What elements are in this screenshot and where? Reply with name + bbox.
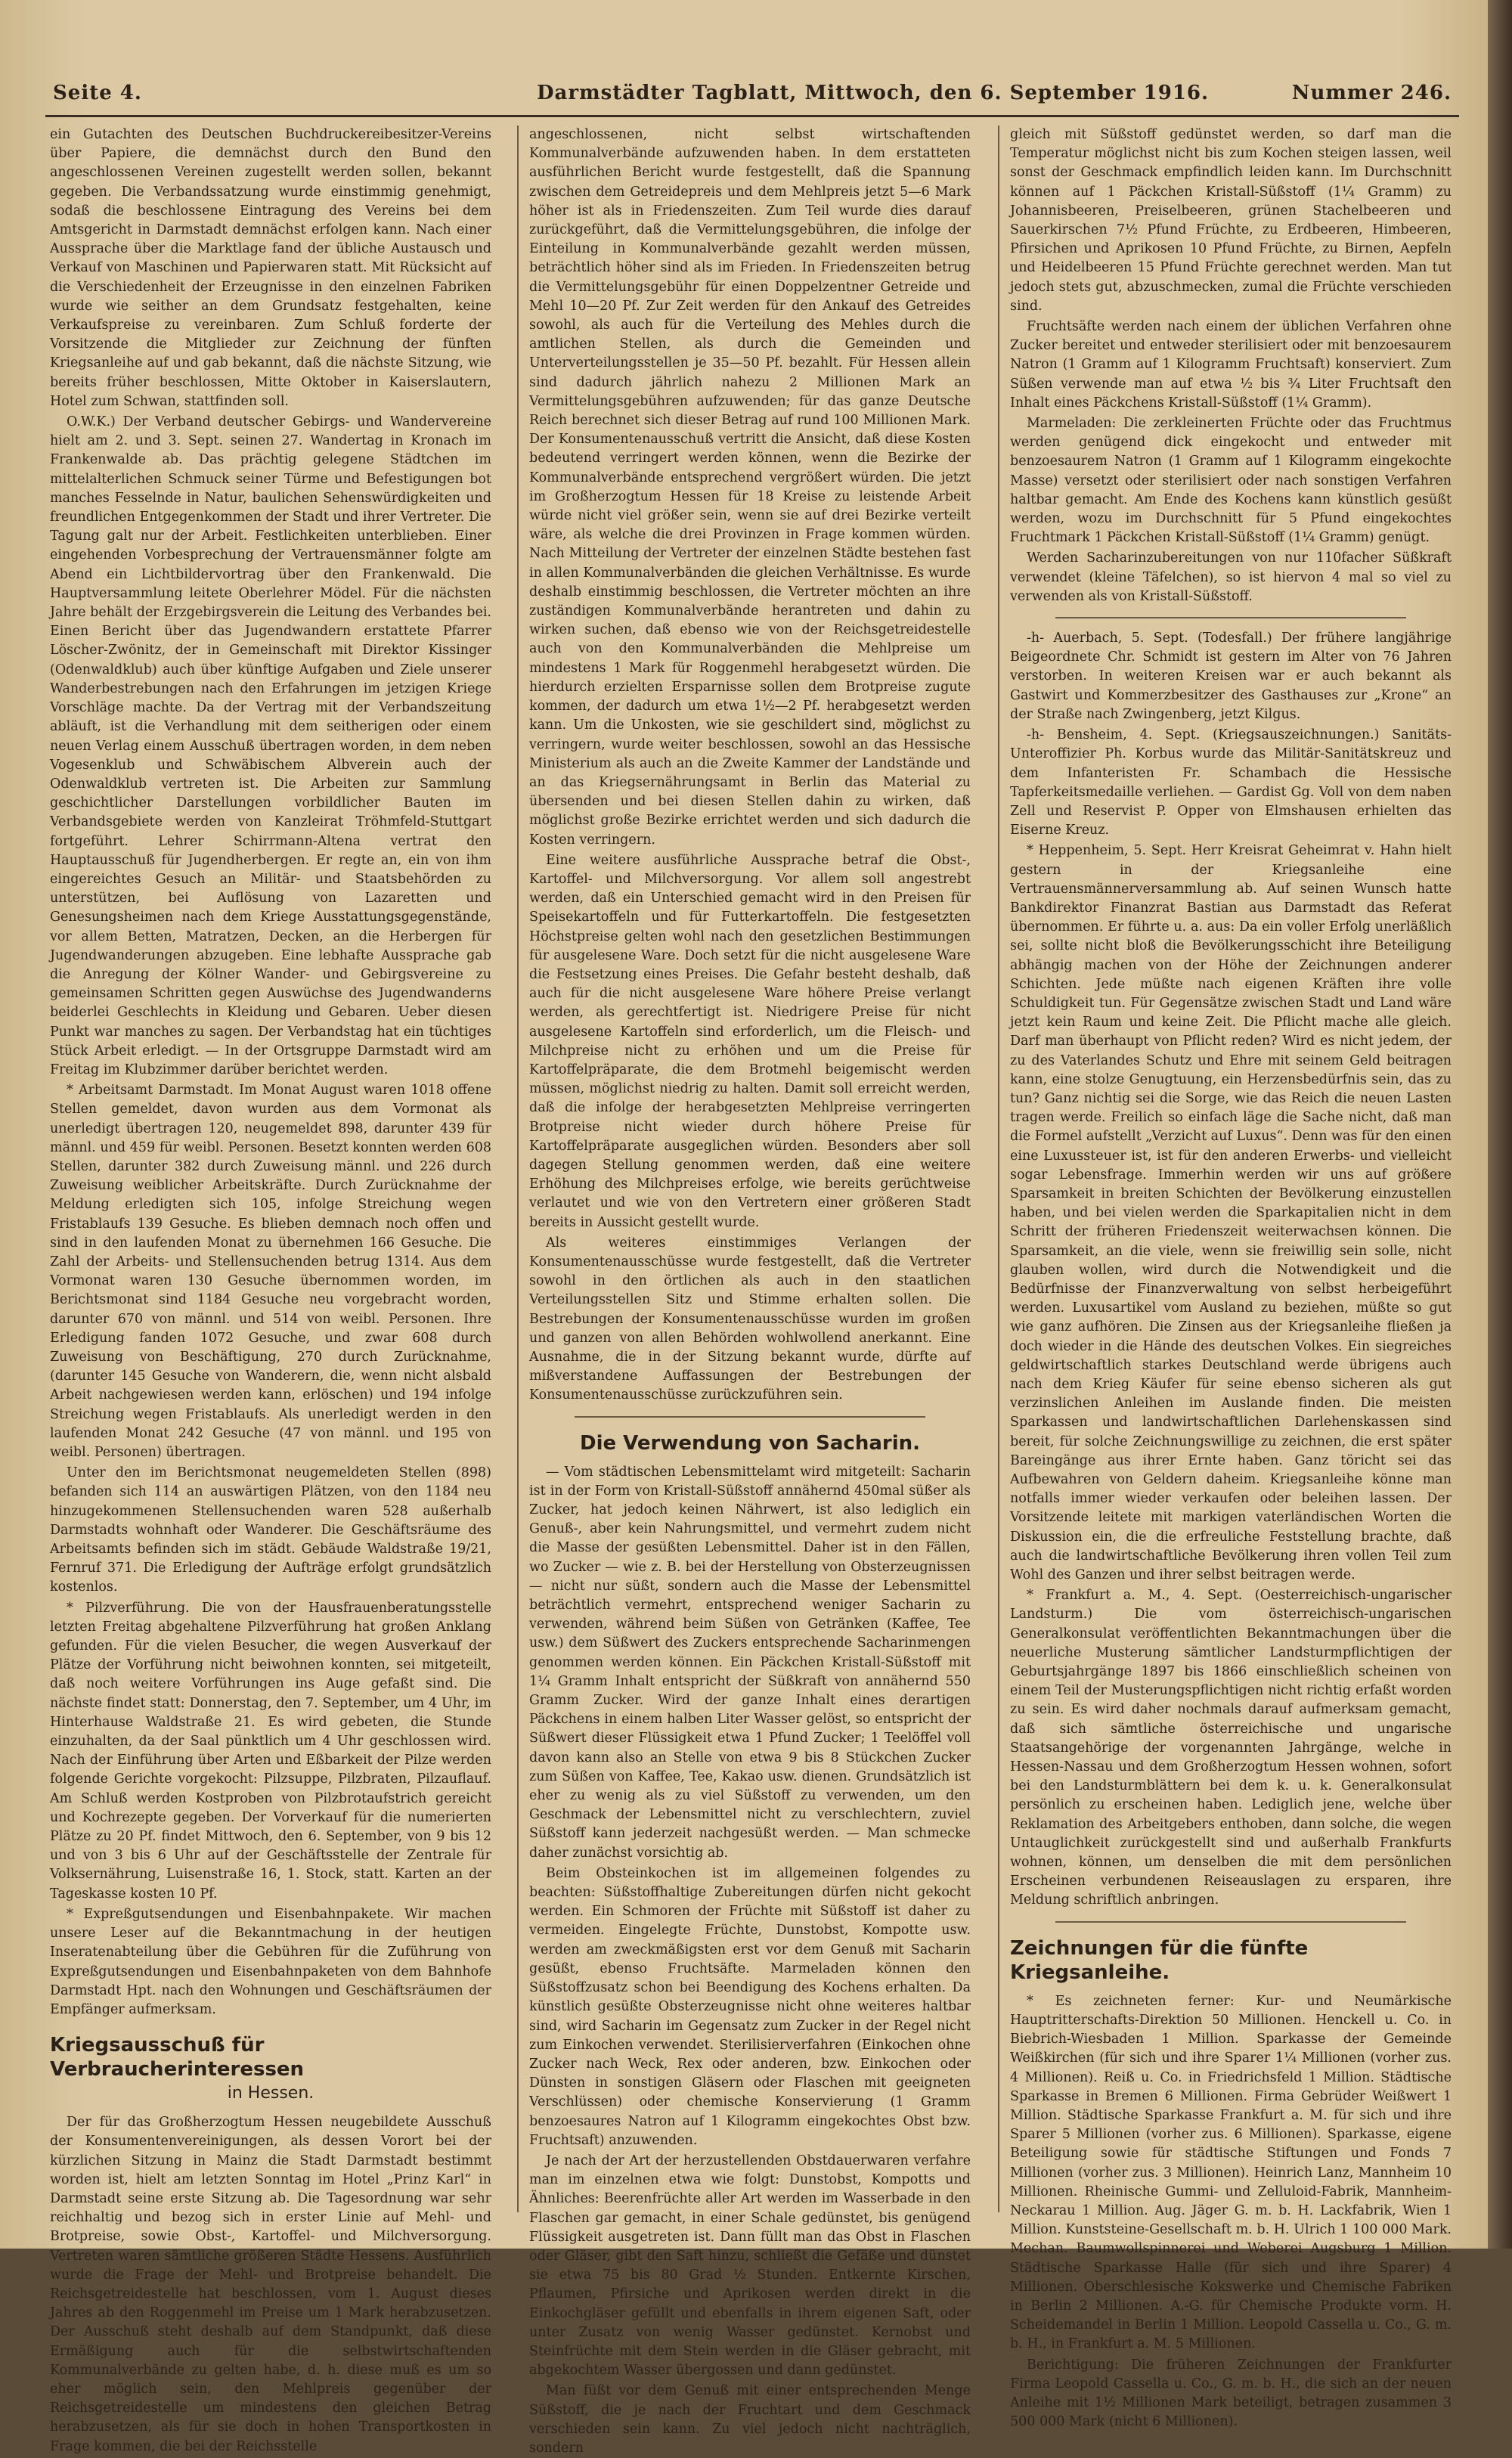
article-paragraph: * Expreßgutsendungen und Eisenbahnpakete. Wir machen unsere Leser auf die Bekanntmachung in der heutigen Inseratenabteilung über die Gebühren für die Zuführung von Expreßgutsendungen und Eisenbahnpaketen von dem Bahnhofe Darmstadt Hpt. nach den Wohnungen und Geschäftsräumen der Empfänger aufmerksam. [50,1906,491,2017]
article-paragraph: * Arbeitsamt Darmstadt. Im Monat August waren 1018 offene Stellen gemeldet, davon wurden aus dem Vormonat als unerledigt übertragen 120, neugemeldet 898, darunter 439 für männl. und 459 für weibl. Personen. Besetzt konnten werden 608 Stellen, darunter 382 durch Zuweisung männl. und 226 durch Zuweisung weiblicher Arbeitskräfte. Durch Zurücknahme der Meldung erledigten sich 105, infolge Streichung wegen Fristablaufs 139 Gesuche. Es blieben demnach noch offen und sind in den laufenden Monat zu übernehmen 166 Gesuche. Die Zahl der Arbeits- und Stellensuchenden betrug 1314. Aus dem Vormonat waren 130 Gesuche übernommen worden, im Berichtsmonat sind 1184 Gesuche neu vorgebracht worden, darunter 670 von männl. und 514 von weibl. Personen. Ihre Erledigung fanden 1072 Gesuche, und zwar 608 durch Zuweisung von Beschäftigung, 270 durch Zurücknahme, (darunter 145 Gesuche von Wanderern, die, wenn nicht alsbald Arbeit nachgewiesen werden kann, erlöschen) und 194 infolge Streichung wegen Fristablaufs. Als unerledigt werden in den laufenden Monat 242 Gesuche (47 von männl. und 195 von weibl. Personen) übertragen. [50,1083,491,1461]
article-paragraph: Unter den im Berichtsmonat neugemeldeten Stellen (898) befanden sich 114 an auswärtigen Plätzen, von den 1184 neu hinzugekommenen Stellensuchenden waren 528 außerhalb Darmstadts wohnhaft oder Wanderer. Die Geschäftsräume des Arbeitsamts befinden sich im städt. Gebäude Waldstraße 19/21, Fernruf 371. Die Erledigung der Aufträge erfolgt grundsätzlich kostenlos. [50,1465,491,1595]
column-divider [998,126,999,2212]
page-number: Seite 4. [53,82,142,104]
article-paragraph: O.W.K.) Der Verband deutscher Gebirgs- und Wandervereine hielt am 2. und 3. Sept. seinen 27. Wandertag in Kronach im Frankenwalde ab. Das prächtig gelegene Städtchen im mittelalterlichen Schmuck seiner Türme und Befestigungen bot manches Fesselnde in Natur, baulichen Sehenswürdigkeiten und freundlichen Entgegenkommen der Stadt und ihrer Vertreter. Die Tagung galt nur der Arbeit. Festlichkeiten unterblieben. Einer eingehenden Vorbesprechung der Vertrauensmänner folgte am Abend ein Lichtbildervortrag über den Frankenwald. Die Hauptversammlung leitete Oberlehrer Mödel. Für die nächsten Jahre behält der Erzgebirgsverein die Leitung des Verbandes bei. Einen Bericht über das Jugendwandern erstattete Pfarrer Löscher-Zwönitz, der in Gemeinschaft mit Direktor Kissinger (Odenwaldklub) auch über künftige Aufgaben und Ziele unserer Wanderbestrebungen nach den Erfahrungen im jetzigen Kriege Vorschläge machte. Da der Vertrag mit der Verbandszeitung abläuft, ist die Verhandlung mit dem seitherigen oder einem neuen Verlag einem Ausschuß übertragen worden, in dem neben Vogesenklub und Schwäbischem Albverein auch der Odenwaldklub vertreten ist. Die Arbeiten zur Sammlung geschichtlicher Darstellungen vorbildlicher Bauten im Verbandsgebiete werden von Kanzleirat Tröhmfeld-Stuttgart fortgeführt. Lehrer Schirrmann-Altena vertrat den Hauptausschuß für Jugendherbergen. Er regte an, ein von ihm eingereichtes Gesuch an Militär- und Staatsbehörden zu unterstützen, bei Auflösung von Lazaretten und Genesungsheimen nach dem Kriege Ausstattungsgegenstände, vor allem Betten, Matratzen, Decken, an die Herbergen für Jugendwanderungen abzugeben. Eine lebhafte Aussprache gab die Anregung der Kölner Wander- und Gebirgsvereine zu gemeinsamen Schritten gegen Auswüchse des Jugendwanderns beiderlei Geschlechts in Kleidung und Gebaren. Ueber diesen Punkt war manches zu sagen. Der Verbandstag hat ein tüchtiges Stück Arbeit erledigt. — In der Ortsgruppe Darmstadt wird am Freitag im Klubzimmer darüber berichtet werden. [50,414,491,1077]
article-paragraph: Berichtigung: Die früheren Zeichnungen der Frankfurter Firma Leopold Cassella u. Co., G. m. b. H., die sich an der neuen Anleihe mit 1½ Millionen Mark beteiligt, betragen zusammen 3 500 000 Mark (nicht 6 Millionen). [1010,2357,1452,2430]
article-paragraph: Man füßt vor dem Genuß mit einer entsprechenden Menge Süßstoff, die je nach der Fruchtart und dem Geschmack verschieden sein kann. Zu viel jedoch nicht nachträglich, sondern [529,2383,971,2456]
article-paragraph: Werden Sacharinzubereitungen von nur 110facher Süßkraft verwendet (kleine Täfelchen), so ist hiervon 4 mal so viel zu verwenden als von Kristall-Süßstoff. [1010,550,1452,604]
article-paragraph: Je nach der Art der herzustellenden Obstdauerwaren verfahre man im einzelnen etwa wie folgt: Dunstobst, Kompotts und Ähnliches: Beerenfrüchte aller Art werden im Wasserbade in den Flaschen gar gemacht, in einer Schale gedünstet, bis genügend Flüssigkeit ausgetreten ist. Dann füllt man das Obst in Flaschen oder Gläser, gibt den Saft hinzu, schließt die Gefäße und dünstet sie etwa 75 bis 80 Grad ½ Stunden. Entkernte Kirschen, Pflaumen, Pfirsiche und Aprikosen werden direkt in die Einkochgläser gefüllt und ebenfalls in ihrem eigenen Saft, oder unter Zusatz von wenig Wasser gedünstet. Kernobst und Steinfrüchte mit dem Stein werden in die Gläser gebracht, mit abgekochtem Wasser übergossen und dann gedünstet. [529,2153,971,2379]
article-paragraph: * Heppenheim, 5. Sept. Herr Kreisrat Geheimrat v. Hahn hielt gestern in der Kriegsanleihe eine Vertrauensmännerversammlung ab. Auf seinen Wunsch hatte Bankdirektor Finanzrat Bastian aus Darmstadt das Referat übernommen. Er führte u. a. aus: Da ein voller Erfolg unerläßlich sei, sollte nicht bloß die Bevölkerungsschicht ihre Beteiligung abhängig machen von der Höhe der Zeichnungen anderer Schichten. Jede müßte nach eigenen Kräften ihre volle Schuldigkeit tun. Für Gegensätze zwischen Stadt und Land wäre jetzt kein Raum und keine Zeit. Die Pflicht mache alle gleich. Darf man überhaupt von Pflicht reden? Wird es nicht jedem, der zu des Vaterlandes Schutz und Ehre mit seinem Geld beitragen kann, eine stolze Genugtuung, ein Herzensbedürfnis sein, das zu tun? Ganz nichtig sei die Sorge, wie das Reich die neuen Lasten tragen werde. Freilich so einfach läge die Sache nicht, daß man die Formel aufstellt „Verzicht auf Luxus“. Denn was für den einen eine Luxussteuer ist, ist für den anderen Erwerbs- und vielleicht sogar Lebensfrage. Immerhin werden wir uns auf größere Sparsamkeit in breiten Schichten der Bevölkerung einzustellen haben, und bei vielen werden die Sparkapitalien nicht in dem Schritt der früheren Friedenszeit weiterwachsen können. Die Sparsamkeit, an die viele, wenn sie freiwillig sein solle, nicht glauben wollen, wird durch die Notwendigkeit und die Bedürfnisse der Finanzverwaltung von selbst herbeigeführt werden. Luxusartikel vom Ausland zu beziehen, müßte so gut wie ganz aufhören. Die Zinsen aus der Kriegsanleihe fließen ja doch wieder in die Hände des deutschen Volkes. Ein siegreiches geldwirtschaftlich starkes Deutschland werde übrigens auch nach dem Krieg Käufer für seine ebenso sicheren als gut verzinslichen Anleihen im Auslande finden. Die meisten Sparkassen und landwirtschaftlichen Darlehenskassen sind bereit, für solche Zeichnungswillige zu zeichnen, die erst später Bareingänge aus ihrer Ernte haben. Ganz töricht sei das Aufbewahren von Geldern daheim. Kriegsanleihe könne man notfalls immer wieder verkaufen oder beleihen lassen. Der Vorsitzende leitete mit markigen vaterländischen Worten die Diskussion ein, die die erfreuliche Feststellung brachte, daß auch die landwirtschaftliche Bevölkerung ihren vollen Teil zum Wohl des Ganzen und ihrer selbst beitragen werde. [1010,843,1452,1583]
article-paragraph: Der für das Großherzogtum Hessen neugebildete Ausschuß der Konsumentenvereinigungen, als dessen Vorort bei der kürzlichen Sitzung in Mainz die Stadt Darmstadt bestimmt worden ist, hielt am letzten Sonntag im Hotel „Prinz Karl“ in Darmstadt seine erste Sitzung ab. Die Tagesordnung war sehr reichhaltig und bezog sich in erster Linie auf Mehl- und Brotpreise, sowie Obst-, Kartoffel- und Milchversorgung. Vertreten waren sämtliche größeren Städte Hessens. Ausführlich wurde die Frage der Mehl- und Brotpreise behandelt. Die Reichsgetreidestelle hat beschlossen, vom 1. August dieses Jahres ab den Roggenmehl im Preise um 1 Mark herabzusetzen. Der Ausschuß steht deshalb auf dem Standpunkt, daß diese Ermäßigung auch für die selbstwirtschaftenden Kommunalverbände zu gelten habe, d. h. diese muß es um so eher möglich sein, den Mehlpreis gegenüber der Reichsgetreidestelle um mindestens den gleichen Betrag herabzusetzen, als für sie doch in hohen Transportkosten in Frage kommen, die bei der Reichsstelle [50,2115,491,2454]
article-paragraph: — Vom städtischen Lebensmittelamt wird mitgeteilt: Sacharin ist in der Form von Kristall-Süßstoff annähernd 450mal süßer als Zucker, hat jedoch keinen Nährwert, ist also lediglich ein Genuß-, aber kein Nahrungsmittel, und vermehrt zudem nicht die Masse der gesüßten Lebensmittel. Daher ist in den Fällen, wo Zucker — wie z. B. bei der Herstellung von Obsterzeugnissen — nicht nur süßt, sondern auch die Masse der Lebensmittel beträchtlich vermehrt, entsprechend weniger Sacharin zu verwenden, während beim Süßen von Getränken (Kaffee, Tee usw.) dem Süßwert des Zuckers entsprechende Sacharinmengen genommen werden können. Ein Päckchen Kristall-Süßstoff mit 1¼ Gramm Inhalt entspricht der Süßkraft von annähernd 550 Gramm Zucker. Wird der ganze Inhalt eines derartigen Päckchens in einem halben Liter Wasser gelöst, so entspricht der Süßwert dieser Flüssigkeit etwa 1 Pfund Zucker; 1 Teelöffel voll davon kann also an Stelle von etwa 9 bis 8 Stückchen Zucker zum Süßen von Kaffee, Tee, Kakao usw. dienen. Grundsätzlich ist eher zu wenig als zu viel Süßstoff zu verwenden, um den Geschmack der Lebensmittel nicht zu verschlechtern, zuviel Süßstoff kann jederzeit nachgesüßt werden. — Man schmecke daher zunächst vorsichtig ab. [529,1464,971,1861]
page-header [45,76,1459,113]
article-paragraph: * Es zeichneten ferner: Kur- und Neumärkische Hauptritterschafts-Direktion 50 Millionen. Henckell u. Co. in Biebrich-Wiesbaden 1 Million. Sparkasse der Gemeinde Weißkirchen (für sich und ihre Sparer 1¼ Millionen (vorher zus. 4 Millionen). Reiß u. Co. in Friedrichsfeld 1 Million. Städtische Sparkasse in Bremen 6 Millionen. Firma Gebrüder Weißwert 1 Million. Städtische Sparkasse Frankfurt a. M. für sich und ihre Sparer 5 Millionen (vorher zus. 6 Millionen). Sparkasse, eigene Beteiligung sowie für städtische Stiftungen und Fonds 7 Millionen (vorher zus. 3 Millionen). Heinrich Lanz, Mannheim 10 Millionen. Rheinische Gummi- und Zelluloid-Fabrik, Mannheim-Neckarau 1 Million. Aug. Jäger G. m. b. H. Lackfabrik, Wien 1 Million. Kunststeine-Gesellschaft m. b. H. Ulrich 1 100 000 Mark. Mechan. Baumwollspinnerei und Weberei Augsburg 1 Million. Städtische Sparkasse Halle (für sich und ihre Sparer) 4 Millionen. Oberschlesische Kokswerke und Chemische Fabriken in Berlin 2 Millionen. A.-G. für Chemische Produkte vorm. H. Scheidemandel in Berlin 1 Million. Leopold Cassella u. Co., G. m. b. H., in Frankfurt a. M. 5 Millionen. [1010,1993,1452,2352]
article-paragraph: Fruchtsäfte werden nach einem der üblichen Verfahren ohne Zucker bereitet und entweder sterilisiert oder mit benzoesaurem Natron (1 Gramm auf 1 Kilogramm Fruchtsaft) konserviert. Zum Süßen verwende man auf etwa ½ bis ¾ Liter Fruchtsaft den Inhalt eines Päckchens Kristall-Süßstoff (1¼ Gramm). [1010,319,1452,411]
article-paragraph: Eine weitere ausführliche Aussprache betraf die Obst-, Kartoffel- und Milchversorgung. Vor allem soll angestrebt werden, daß ein Unterschied gemacht wird in den Preisen für Speisekartoffeln und für Futterkartoffeln. Die festgesetzten Höchstpreise gelten wohl nach den gesetzlichen Bestimmungen für ausgelesene Ware. Doch setzt für die nicht ausgelesene Ware die Festsetzung eines Preises. Die Gefahr besteht deshalb, daß auch für die nicht ausgelesene Ware höhere Preise verlangt werden, als gerechtfertigt ist. Niedrigere Preise für nicht ausgelesene Kartoffeln sind erforderlich, um die Fleisch- und Milchpreise nicht zu erhöhen und um die Preise für Kartoffelpräparate, die dem Brotmehl beigemischt werden müssen, möglichst niedrig zu halten. Damit soll erreicht werden, daß die infolge der herabgesetzten Mehlpreise verringerten Brotpreise nicht wieder durch höhere Preise für Kartoffelpräparate ausgeglichen würden. Besonders aber soll dagegen Stellung genommen werden, daß eine weitere Erhöhung des Milchpreises erfolge, wie bereits gerüchtweise verlautet und wie von den Vertretern einer größeren Stadt bereits in Aussicht gestellt wurde. [529,852,971,1230]
article-paragraph: * Pilzverführung. Die von der Hausfrauenberatungsstelle letzten Freitag abgehaltene Pilzverführung hat großen Anklang gefunden. Für die vielen Besucher, die wegen Ausverkauf der Plätze der Vorführung nicht beiwohnen konnten, sei mitgeteilt, daß noch weitere Vorführungen ins Auge gefaßt sind. Die nächste findet statt: Donnerstag, den 7. September, um 4 Uhr, im Hinterhause Waldstraße 21. Es wird gebeten, die Stunde einzuhalten, da der Saal pünktlich um 4 Uhr geschlossen wird. Nach der Einführung über Arten und Eßbarkeit der Pilze werden folgende Gerichte vorgekocht: Pilzsuppe, Pilzbraten, Pilzauflauf. Am Schluß werden Kostproben von Pilzbrotaufstrich gereicht und Kochrezepte gegeben. Der Vorverkauf für die numerierten Plätze zu 20 Pf. findet Mittwoch, den 6. September, von 9 bis 12 und von 3 bis 6 Uhr auf der Geschäftsstelle der Zentrale für Volksernährung, Luisenstraße 16, 1. Stock, statt. Karten an der Tageskasse kosten 10 Pf. [50,1600,491,1902]
headline-text: Kriegsausschuß für Verbraucherinteressen [50,2034,305,2081]
article-paragraph: Beim Obsteinkochen ist im allgemeinen folgendes zu beachten: Süßstoffhaltige Zubereitungen dürfen nicht gekocht werden. Ein Schmoren der Früchte mit Süßstoff ist daher zu vermeiden. Eingelegte Früchte, Dunstobst, Kompotte usw. werden am zweckmäßigsten erst vor dem Genuß mit Sacharin gesüßt, ebenso Fruchtsäfte. Marmeladen können den Süßstoffzusatz schon bei Beendigung des Kochens erhalten. Da künstlich gesüßte Obsterzeugnisse nicht ohne weiteres haltbar sind, wird Sacharin im Gegensatz zum Zucker in der Regel nicht zum Einkochen verwendet. Sterilisierverfahren (Einkochen ohne Zucker nach Weck, Rex oder anderen, bzw. Einkochen oder Dünsten in sonstigen Gläsern oder Flaschen mit geeigneten Verschlüssen) oder chemische Konservierung (1 Gramm benzoesaures Natron auf 1 Kilogramm eingekochtes Obst bzw. Fruchtsaft) anzuwenden. [529,1865,971,2148]
article-paragraph: Marmeladen: Die zerkleinerten Früchte oder das Fruchtmus werden genügend dick eingekocht und entweder mit benzoesaurem Natron (1 Gramm auf 1 Kilogramm eingekochte Masse) versetzt oder sterilisiert oder nach sonstigen Verfahren haltbar gemacht. Am Ende des Kochens kann künstlich gesüßt werden, wozu im Durchschnitt für 5 Pfund eingekochtes Fruchtmark 1 Päckchen Kristall-Süßstoff (1¼ Gramm) genügt. [1010,416,1452,546]
column-1 [50,126,491,2454]
issue-number: Nummer 246. [1291,82,1452,104]
masthead: Darmstädter Tagblatt, Mittwoch, den 6. September 1916. [537,82,1210,104]
header-rule [45,115,1459,117]
article-headline [50,2033,491,2106]
column-2 [529,126,971,2456]
article-paragraph: -h- Auerbach, 5. Sept. (Todesfall.) Der frühere langjährige Beigeordnete Chr. Schmidt ist gestern im Alter von 76 Jahren verstorben. In weiteren Kreisen war er auch bekannt als Gastwirt und Kommerzbesitzer des Gasthauses zur „Krone“ an der Straße nach Zwingenberg, jetzt Kilgus. [1010,631,1452,722]
section-rule [1055,1921,1406,1923]
article-paragraph: * Frankfurt a. M., 4. Sept. (Oesterreichisch-ungarischer Landsturm.) Die vom österreichisch-ungarischen Generalkonsulat veröffentlichten Bekanntmachungen über die neuerliche Musterung sämtlicher Landsturmpflichtigen der Geburtsjahrgänge 1897 bis 1866 einschließlich scheinen von einem Teil der Musterungspflichtigen nicht richtig erfaßt worden zu sein. Es wird daher nochmals darauf aufmerksam gemacht, daß sich sämtliche österreichische und ungarische Staatsangehörige der vorgenannten Jahrgänge, welche in Hessen-Nassau und dem Großherzogtum Hessen wohnen, sofort bei den Landsturmblättern bei dem k. u. k. Generalkonsulat persönlich zu erscheinen haben. Lediglich jene, welche über Reklamation des Arbeitgebers enthoben, dann solche, die wegen Untauglichkeit zurückgestellt sind und außerhalb Frankfurts wohnen, können, um denselben die mit dem persönlichen Erscheinen verbundenen Reiseauslagen zu ersparen, ihre Meldung schriftlich anbringen. [1010,1588,1452,1908]
article-paragraph: ein Gutachten des Deutschen Buchdruckereibesitzer-Vereins über Papiere, die demnächst durch den Bund den angeschlossenen Vereinen zugestellt werden sollen, bekannt gegeben. Die Verbandssatzung wurde einstimmig genehmigt, sodaß die beschlossene Eintragung des Vereins bei dem Amtsgericht in Darmstadt demnächst erfolgen kann. Nach einer Aussprache über die Marktlage fand der übliche Austausch und Verkauf von Maschinen und Papierwaren statt. Mit Rücksicht auf die Verschiedenheit der Erzeugnisse in den einzelnen Fabriken wurde wie seither an dem Grundsatz festgehalten, keine Verkaufspreise zu vereinbaren. Zum Schluß forderte der Vorsitzende die Mitglieder zur Zeichnung der fünften Kriegsanleihe auf und gab bekannt, daß die nächste Sitzung, wie bereits früher beschlossen, Mitte Oktober in Kaiserslautern, Hotel zum Schwan, stattfinden soll. [50,127,491,409]
article-headline: Zeichnungen für die fünfte Kriegsanleihe. [1010,1936,1309,1984]
page-edge [1488,0,1512,2249]
article-paragraph: angeschlossenen, nicht selbst wirtschaftenden Kommunalverbände aufzuwenden haben. In dem erstatteten ausführlichen Bericht wurde festgestellt, daß die Spannung zwischen dem Getreidepreis und dem Mehlpreis jetzt 5—6 Mark höher ist als in Friedenszeiten. Zum Teil wurde dies darauf zurückgeführt, daß die Vermittelungsgebühren, die infolge der Einteilung in Kommunalverbände gezahlt werden müssen, beträchtlich höher sind als im Frieden. In Friedenszeiten betrug die Vermittelungsgebühr für einen Doppelzentner Getreide und Mehl 10—20 Pf. Zur Zeit werden für den Ankauf des Getreides sowohl, als auch für die Verteilung des Mehles durch die amtlichen Stellen, als durch die Gemeinden und Unterverteilungsstellen je 35—50 Pf. bezahlt. Für Hessen allein sind dadurch jährlich nahezu 2 Millionen Mark an Vermittelungsgebühren aufzuwenden; für das ganze Deutsche Reich berechnet sich dieser Betrag auf rund 100 Millionen Mark. Der Konsumentenausschuß vertritt die Ansicht, daß diese Kosten bedeutend verringert werden können, wenn die Bezirke der Kommunalverbände entsprechend vergrößert würden. Die jetzt im Großherzogtum Hessen für 18 Kreise zu leistende Arbeit würde nicht viel größer sein, wenn sie auf drei Bezirke verteilt wäre, als welche die drei Provinzen in Frage kommen würden. Nach Mitteilung der Vertreter der einzelnen Städte bestehen fast in allen Kommunalverbänden die gleichen Verhältnisse. Es wurde deshalb einstimmig beschlossen, die Vertreter möchten an ihre zuständigen Kommunalverbände herantreten und dahin zu wirken suchen, daß ebenso wie von der Reichsgetreidestelle auch von den Kommunalverbänden die Mehlpreise um mindestens 1 Mark für Roggenmehl herabgesetzt würden. Die hierdurch erzielten Ersparnisse sollen dem Brotpreise zugute kommen, der dadurch um etwa 1½—2 Pf. herabgesetzt werden kann. Um die Unkosten, wie sie geschildert sind, möglichst zu verringern, wurde weiter beschlossen, sowohl an das Hessische Ministerium als auch an die Zweite Kammer der Landstände und an das Kriegsernährungsamt in Berlin das Material zu übersenden und bei diesen Stellen dahin zu wirken, daß möglichst große Bezirke errichtet werden und sich dadurch die Kosten verringern. [529,127,971,848]
column-3 [1010,126,1452,2430]
article-paragraph: Als weiteres einstimmiges Verlangen der Konsumentenausschüsse wurde festgestellt, daß die Vertreter sowohl in den örtlichen als auch in den staatlichen Verteilungsstellen Sitz und Stimme erhalten sollen. Die Bestrebungen der Konsumentenausschüsse wurden im großen und ganzen von allen Behörden wohlwollend anerkannt. Eine Ausnahme, die in der Sitzung bekannt wurde, dürfte auf mißverstandene Auffassungen der Bestrebungen der Konsumentenausschüsse zurückzuführen sein. [529,1235,971,1403]
article-headline: Die Verwendung von Sacharin. [579,1431,921,1455]
section-rule [1055,617,1406,618]
section-rule [575,1416,925,1418]
article-paragraph: gleich mit Süßstoff gedünstet werden, so darf man die Temperatur möglichst nicht bis zum Kochen steigen lassen, weil sonst der Geschmack empfindlich leiden kann. Im Durchschnitt können auf 1 Päckchen Kristall-Süßstoff (1¼ Gramm) zu Johannisbeeren, Preiselbeeren, grünen Stachelbeeren und Sauerkirschen 7½ Pfund Früchte, zu Erdbeeren, Himbeeren, Pfirsichen und Aprikosen 10 Pfund Früchte, zu Birnen, Aepfeln und Heidelbeeren 15 Pfund Früchte gerechnet werden. Man tut jedoch stets gut, abzuschmecken, zumal die Früchte verschieden sind. [1010,127,1452,314]
headline-subtitle: in Hessen. [227,2084,314,2103]
article-paragraph: -h- Bensheim, 4. Sept. (Kriegsauszeichnungen.) Sanitäts-Unteroffizier Ph. Korbus wurde das Militär-Sanitätskreuz und dem Infanteristen Fr. Schambach die Hessische Tapferkeitsmedaille verliehen. — Gardist Gg. Voll von dem naben Zell und Reservist P. Opper von Elmshausen erhielten das Eiserne Kreuz. [1010,727,1452,838]
column-divider [517,126,519,2212]
